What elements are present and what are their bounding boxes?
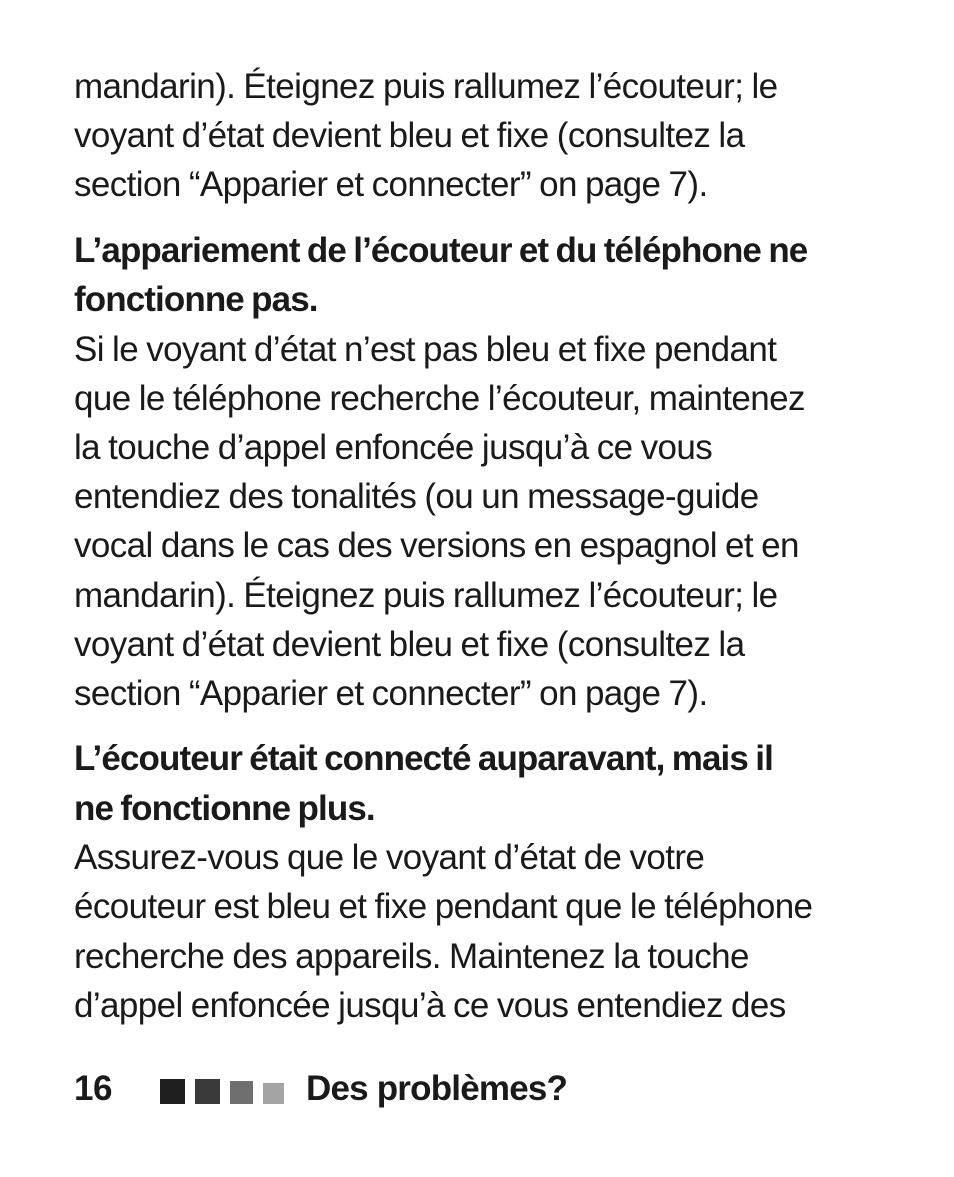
square-dark-icon [160, 1079, 185, 1104]
section-heading-no-longer-works: L’écouteur était connecté auparavant, mais il ne fonctionne plus. [74, 739, 773, 828]
page-number: 16 [74, 1069, 112, 1108]
footer-section-title: Des problèmes? [306, 1069, 568, 1108]
square-gray-icon [230, 1081, 253, 1104]
square-darker-gray-icon [195, 1079, 220, 1104]
spacer [74, 718, 894, 734]
section-body-pairing-fails: Si le voyant d’état n’est pas bleu et fixe pendant que le téléphone recherche l’écouteur, maintenez la touche d’appel enfoncée jusqu’à ce vous entendiez des tonalités (ou un message-guide vocal dans le cas des versions en espagnol et en mandarin). Éteignez puis rallumez l’écouteur; le voyant d’état devient bleu et fixe (consultez la section “Apparier et connecter” on page 7). [74, 329, 805, 714]
section-heading-pairing-fails: L’appariement de l’écouteur et du téléphone ne fonctionne pas. [74, 230, 808, 320]
spacer [74, 210, 894, 226]
intro-paragraph: mandarin). Éteignez puis rallumez l’écouteur; le voyant d’état devient bleu et fixe (consultez la section “Apparier et connecter” on page 7). [74, 67, 778, 205]
section-body-no-longer-works: Assurez-vous que le voyant d’état de votre écouteur est bleu et fixe pendant que le téléphone recherche des appareils. Maintenez la touche d’appel enfoncée jusqu’à ce vous entendiez des [74, 838, 813, 1025]
square-light-gray-icon [263, 1083, 284, 1104]
page-content [74, 62, 894, 1030]
page-footer [74, 1063, 567, 1115]
four-gradient-squares-icon [160, 1074, 284, 1104]
